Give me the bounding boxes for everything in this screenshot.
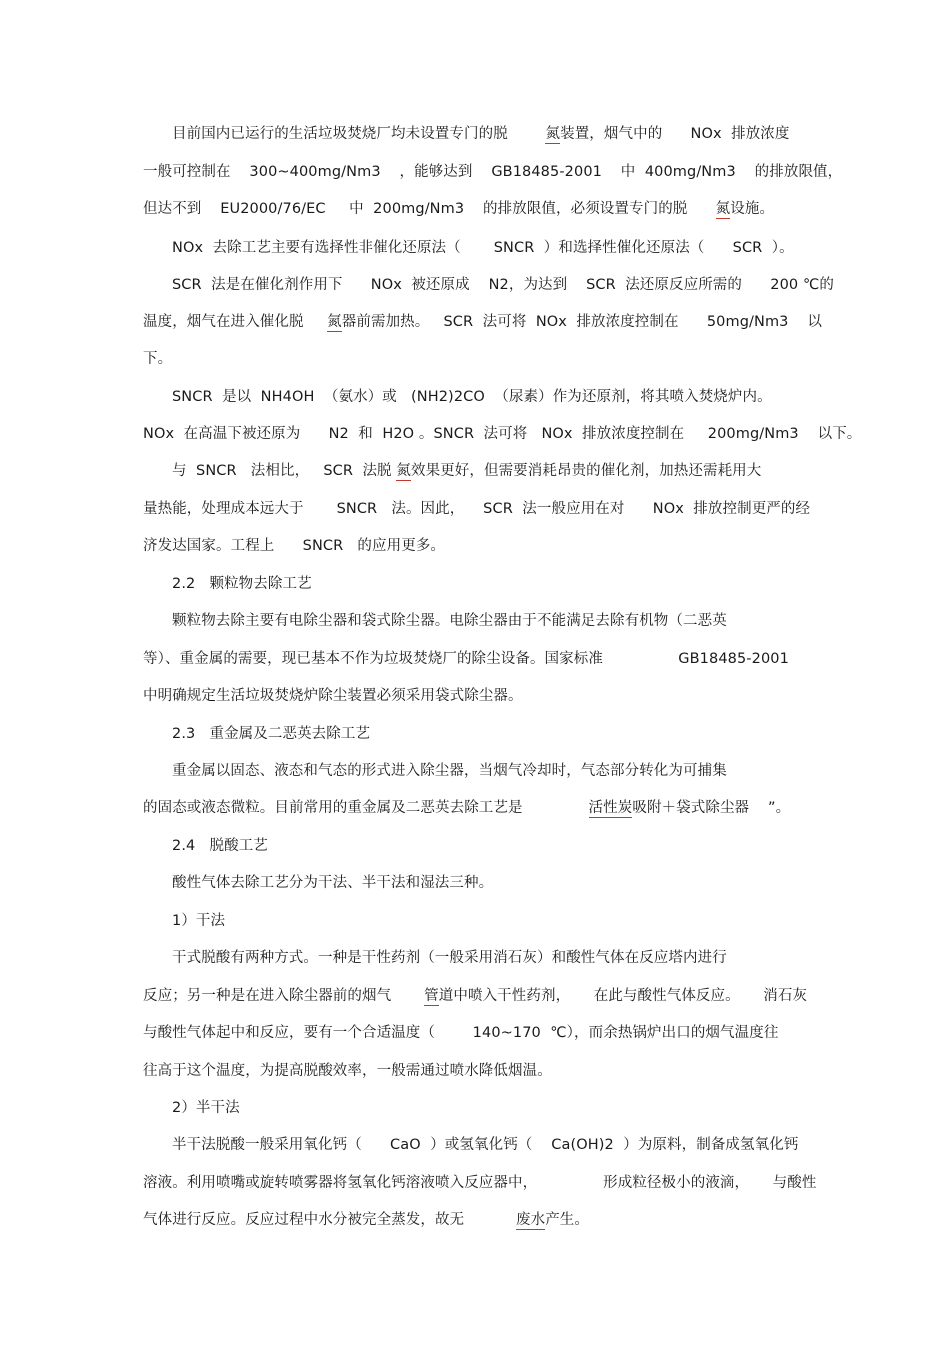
text-line: 重金属以固态、液态和气态的形式进入除尘器，当烟气冷却时，气态部分转化为可捕集 [172,763,727,779]
text-line: 的固态或液态微粒。目前常用的重金属及二恶英去除工艺是 活性炭吸附＋袋式除尘器 ”。 [143,800,791,816]
text-line: 反应；另一种是在进入除尘器前的烟气 管道中喷入干性药剂， 在此与酸性气体反应。 消石灰 [143,988,808,1004]
sub-heading: 2）半干法 [172,1100,240,1116]
text-line: 一般可控制在 300~400mg/Nm3 ，能够达到 GB18485-2001 中 400mg/Nm3 的排放限值， [143,164,843,180]
section-heading: 2.3 重金属及二恶英去除工艺 [172,726,371,742]
underlined-word: 管 [424,988,439,1004]
text-line: 等）、重金属的需要，现已基本不作为垃圾焚烧厂的除尘设备。国家标准 GB18485-2001 [143,651,789,667]
text-line: 气体进行反应。反应过程中水分被完全蒸发，故无 废水产生。 [143,1212,590,1228]
text-line: NOx 在高温下被还原为 N2 和 H2O 。SNCR 法可将 NOx 排放浓度控制在 200mg/Nm3 以下。 [143,426,862,442]
text-line: 与酸性气体起中和反应，要有一个合适温度（ 140~170 ℃），而余热锅炉出口的烟气温度往 [143,1025,779,1041]
text-line: 中明确规定生活垃圾焚烧炉除尘装置必须采用袋式除尘器。 [143,688,523,704]
text-line: 下。 [143,351,173,367]
text-line: 但达不到 EU2000/76/EC 中 200mg/Nm3 的排放限值，必须设置专门的脱 氮设施。 [143,201,775,217]
underlined-word: 氮 [545,126,561,142]
underlined-word: 活性炭 [588,800,633,816]
text-line: 溶液。利用喷嘴或旋转喷雾器将氢氧化钙溶液喷入反应器中， 形成粒径极小的液滴， 与酸性 [143,1175,817,1191]
text-line: 半干法脱酸一般采用氧化钙（ CaO ）或氢氧化钙（ Ca(OH)2 ）为原料，制备成氢氧化钙 [172,1137,799,1153]
section-heading: 2.4 脱酸工艺 [172,838,268,854]
underlined-word: 氮 [396,463,411,479]
text-line: SCR 法是在催化剂作用下 NOx 被还原成 N2，为达到 SCR 法还原反应所需的 200 ℃的 [172,277,834,293]
underlined-word: 氮 [715,201,731,217]
text-line: 目前国内已运行的生活垃圾焚烧厂均未设置专门的脱 氮装置，烟气中的 NOx 排放浓度 [172,126,790,142]
text-line: 酸性气体去除工艺分为干法、半干法和湿法三种。 [172,875,494,891]
section-heading: 2.2 颗粒物去除工艺 [172,576,312,592]
text-line: 干式脱酸有两种方式。一种是干性药剂（一般采用消石灰）和酸性气体在反应塔内进行 [172,950,727,966]
text-line: 与 SNCR 法相比， SCR 法脱 氮效果更好，但需要消耗昂贵的催化剂，加热还需耗用大 [172,463,762,479]
text-line: 往高于这个温度，为提高脱酸效率，一般需通过喷水降低烟温。 [143,1063,552,1079]
underlined-word: 废水 [516,1212,546,1228]
text-line: SNCR 是以 NH4OH （氨水）或 (NH2)2CO （尿素）作为还原剂，将其喷入焚烧炉内。 [172,389,772,405]
underlined-word: 氮 [327,314,342,330]
text-line: 济发达国家。工程上 SNCR 的应用更多。 [143,538,446,554]
sub-heading: 1）干法 [172,913,226,929]
text-line: 温度，烟气在进入催化脱 氮器前需加热。 SCR 法可将 NOx 排放浓度控制在 50mg/Nm3 以 [143,314,822,330]
text-line: 颗粒物去除主要有电除尘器和袋式除尘器。电除尘器由于不能满足去除有机物（二恶英 [172,613,727,629]
text-line: NOx 去除工艺主要有选择性非催化还原法（ SNCR ）和选择性催化还原法（ SCR ）。 [172,240,794,256]
text-line: 量热能，处理成本远大于 SNCR 法。因此， SCR 法一般应用在对 NOx 排放控制更严的经 [143,501,811,517]
